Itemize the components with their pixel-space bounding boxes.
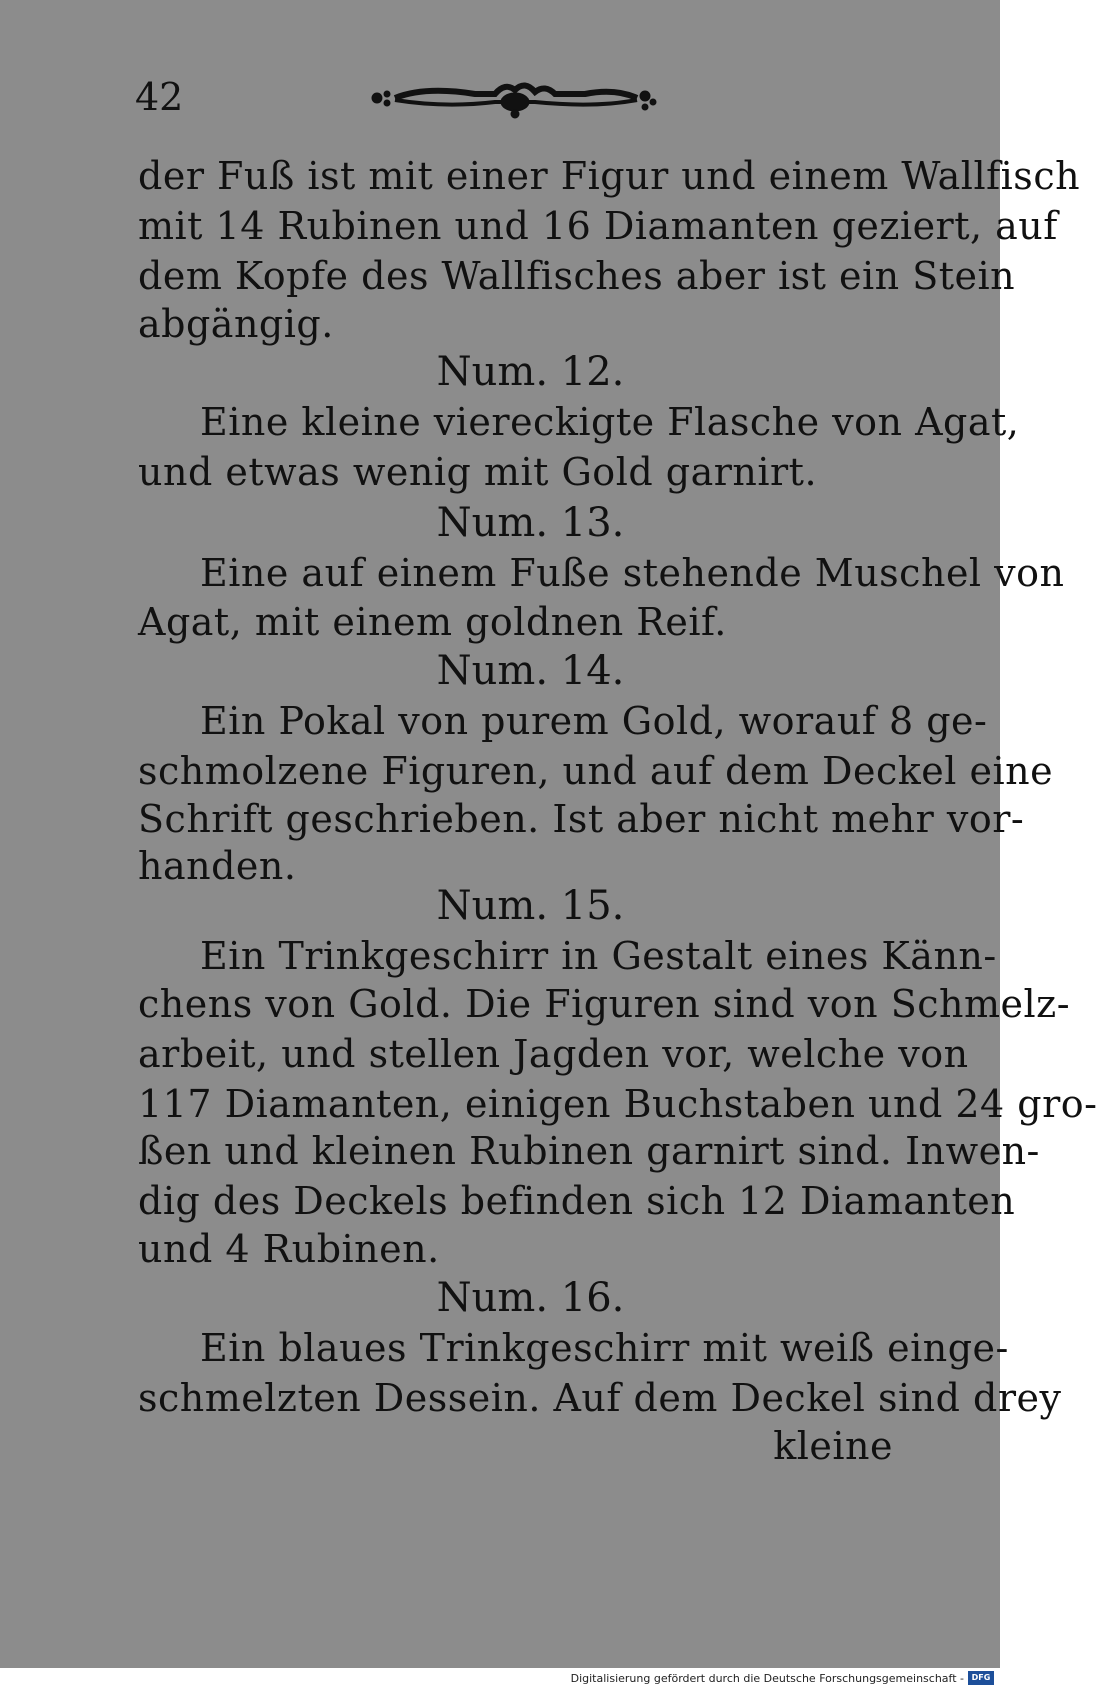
- text-line: der Fuß ist mit einer Figur und einem Wallfisch: [138, 154, 1081, 198]
- item-heading: Num. 15.: [436, 883, 625, 929]
- text-line: und 4 Rubinen.: [138, 1227, 440, 1271]
- text-line: kleine: [773, 1424, 893, 1468]
- item-heading: Num. 13.: [436, 500, 625, 546]
- text-line: Ein blaues Trinkgeschirr mit weiß einge-: [200, 1326, 1009, 1370]
- text-line: Ein Trinkgeschirr in Gestalt eines Känn-: [200, 934, 997, 978]
- text-line: handen.: [138, 844, 297, 888]
- dfg-logo: DFG: [968, 1671, 994, 1685]
- item-heading: Num. 14.: [436, 648, 625, 694]
- text-line: Agat, mit einem goldnen Reif.: [138, 600, 727, 644]
- text-line: schmolzene Figuren, und auf dem Deckel eine: [138, 749, 1054, 793]
- text-line: dig des Deckels befinden sich 12 Diamanten: [138, 1179, 1016, 1223]
- text-line: abgängig.: [138, 302, 334, 346]
- text-line: Eine auf einem Fuße stehende Muschel von: [200, 551, 1065, 595]
- text-line: mit 14 Rubinen und 16 Diamanten geziert, auf: [138, 204, 1058, 248]
- item-heading: Num. 12.: [436, 349, 625, 395]
- text-line: ßen und kleinen Rubinen garnirt sind. Inwen-: [138, 1129, 1040, 1173]
- item-heading: Num. 16.: [436, 1275, 625, 1321]
- text-line: und etwas wenig mit Gold garnirt.: [138, 450, 818, 494]
- text-line: Schrift geschrieben. Ist aber nicht mehr vor-: [138, 797, 1025, 841]
- page-number: 42: [135, 75, 184, 119]
- text-line: Ein Pokal von purem Gold, worauf 8 ge-: [200, 699, 988, 743]
- footer-credit: Digitalisierung gefördert durch die Deutsche Forschungsgemeinschaft -: [570, 1672, 964, 1685]
- text-line: Eine kleine viereckigte Flasche von Agat,: [200, 400, 1020, 444]
- text-line: dem Kopfe des Wallfisches aber ist ein Stein: [138, 254, 1016, 298]
- text-line: 117 Diamanten, einigen Buchstaben und 24 gro-: [138, 1082, 1098, 1126]
- text-line: chens von Gold. Die Figuren sind von Schmelz-: [138, 982, 1071, 1026]
- floral-vignette-icon: [365, 72, 665, 122]
- text-line: schmelzten Dessein. Auf dem Deckel sind drey: [138, 1376, 1062, 1420]
- digitization-footer: [0, 1668, 1000, 1690]
- text-line: arbeit, und stellen Jagden vor, welche von: [138, 1032, 969, 1076]
